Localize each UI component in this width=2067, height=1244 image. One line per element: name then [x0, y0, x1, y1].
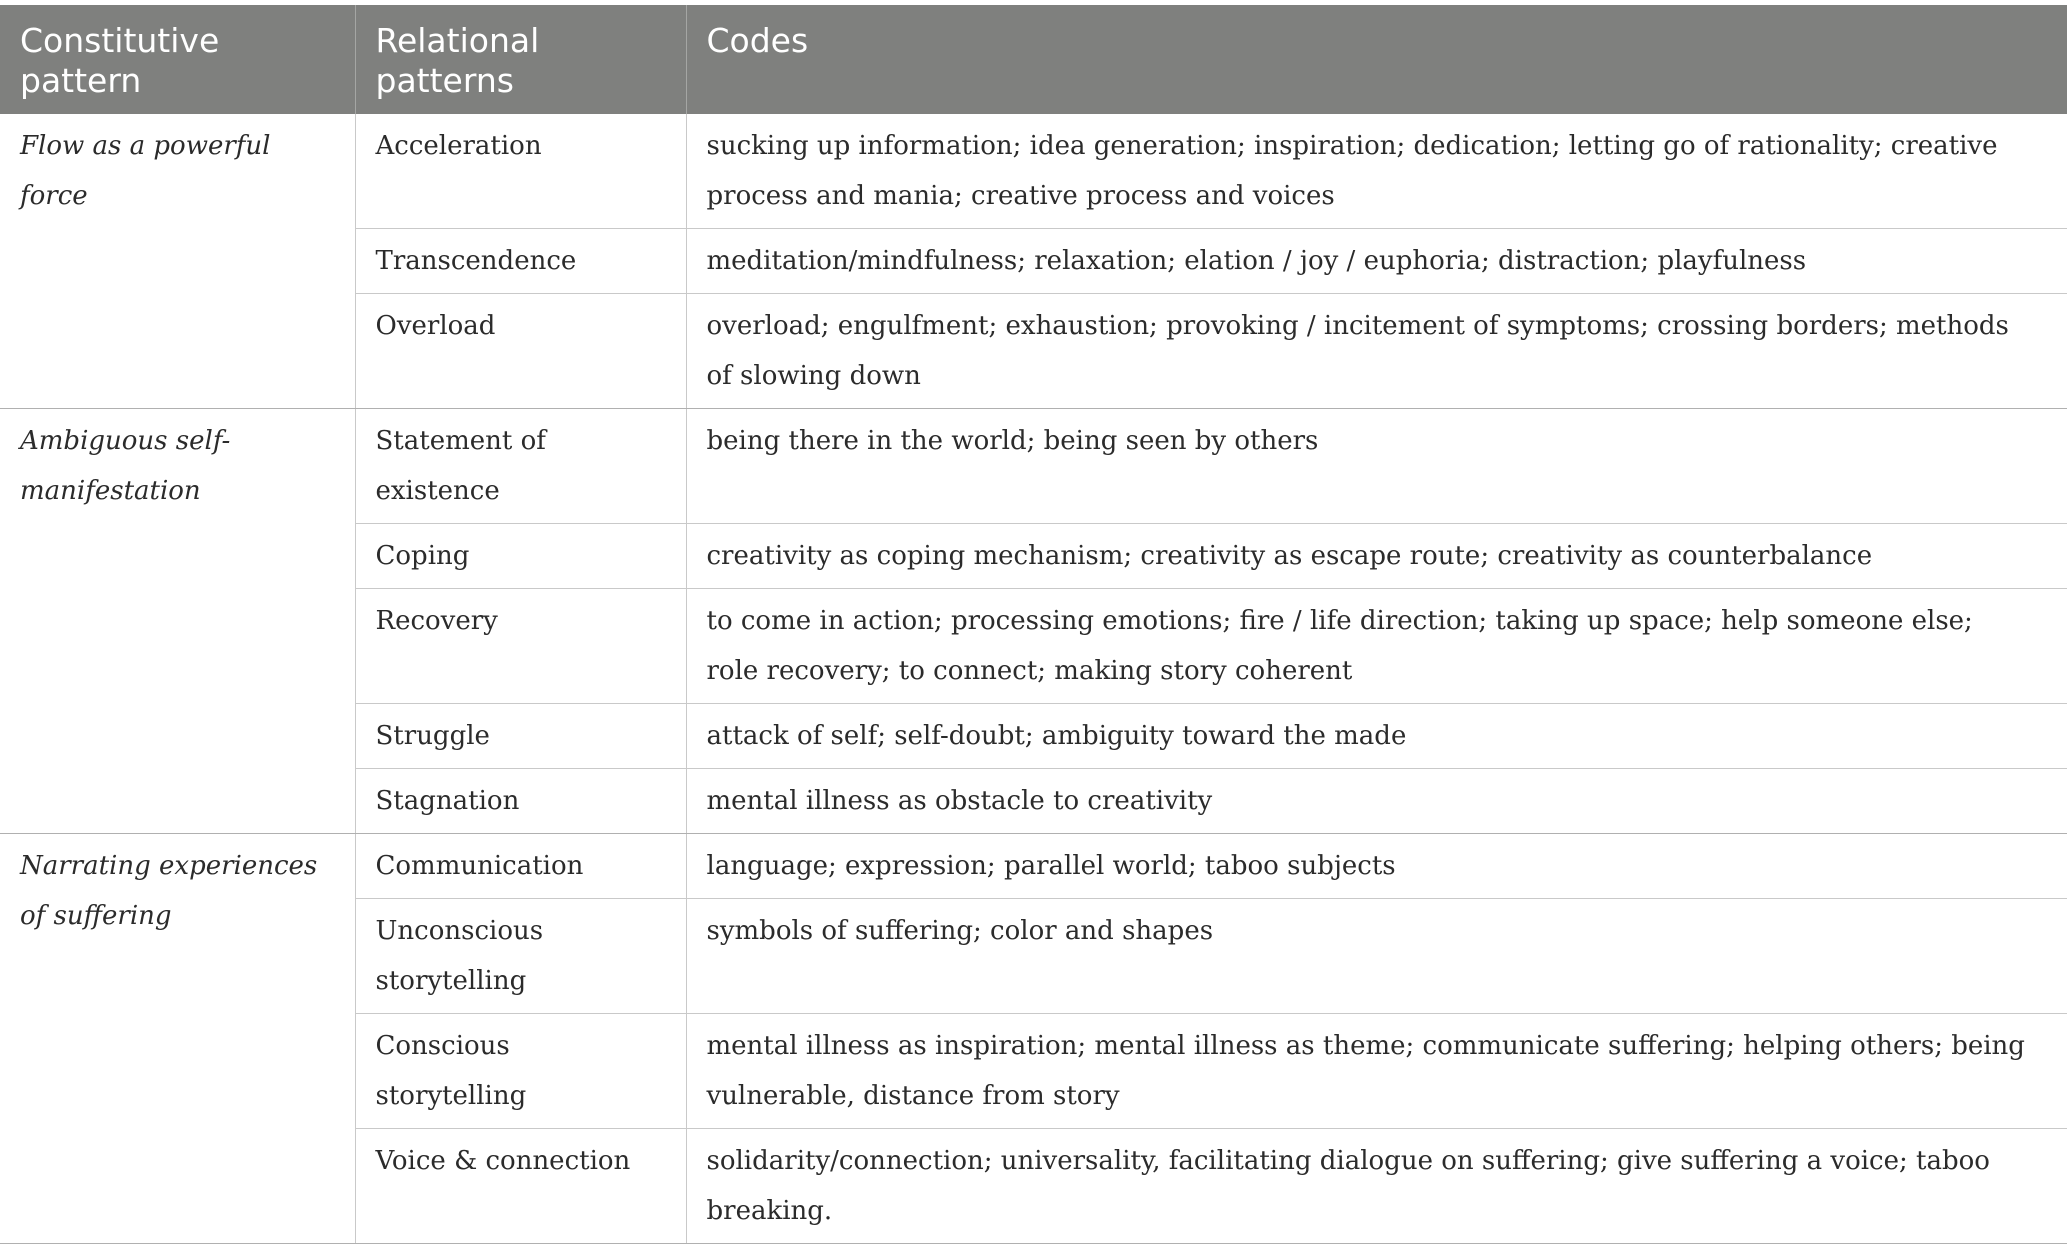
constitutive-pattern-cell: Flow as a powerful force: [0, 114, 355, 409]
table-row: [0, 834, 2067, 899]
header-relational-patterns: Relational patterns: [355, 5, 686, 114]
relational-pattern-cell: Conscious storytelling: [355, 1014, 686, 1129]
relational-pattern-cell: Coping: [355, 524, 686, 589]
table-row: [0, 409, 2067, 524]
patterns-table: [0, 5, 2067, 1244]
header-codes: Codes: [686, 5, 2067, 114]
relational-pattern-cell: Communication: [355, 834, 686, 899]
codes-cell: being there in the world; being seen by others: [686, 409, 2067, 524]
relational-pattern-cell: Voice & connection: [355, 1129, 686, 1244]
table-body: [0, 114, 2067, 1244]
table-header: [0, 5, 2067, 114]
constitutive-pattern-cell: Narrating experiences of suffering: [0, 834, 355, 1244]
relational-pattern-cell: Statement of existence: [355, 409, 686, 524]
codes-cell: creativity as coping mechanism; creativity as escape route; creativity as counterbalance: [686, 524, 2067, 589]
table-row: [0, 114, 2067, 229]
patterns-table-container: [0, 5, 2067, 1244]
codes-cell: solidarity/connection; universality, facilitating dialogue on suffering; give suffering a voice; taboo breaking.: [686, 1129, 2067, 1244]
relational-pattern-cell: Overload: [355, 294, 686, 409]
constitutive-pattern-cell: Ambiguous self-manifestation: [0, 409, 355, 834]
codes-cell: symbols of suffering; color and shapes: [686, 899, 2067, 1014]
header-row: [0, 5, 2067, 114]
codes-cell: attack of self; self-doubt; ambiguity toward the made: [686, 704, 2067, 769]
codes-cell: to come in action; processing emotions; fire / life direction; taking up space; help someone else; role recovery; to connect; making story coherent: [686, 589, 2067, 704]
codes-cell: mental illness as inspiration; mental illness as theme; communicate suffering; helping others; being vulnerable, distance from story: [686, 1014, 2067, 1129]
header-constitutive-pattern: Constitutive pattern: [20, 21, 220, 100]
relational-pattern-cell: Struggle: [355, 704, 686, 769]
codes-cell: sucking up information; idea generation; inspiration; dedication; letting go of rationality; creative process and mania; creative process and voices: [686, 114, 2067, 229]
relational-pattern-cell: Transcendence: [355, 229, 686, 294]
relational-pattern-cell: Stagnation: [355, 769, 686, 834]
codes-cell: mental illness as obstacle to creativity: [686, 769, 2067, 834]
relational-pattern-cell: Recovery: [355, 589, 686, 704]
codes-cell: language; expression; parallel world; taboo subjects: [686, 834, 2067, 899]
relational-pattern-cell: Unconscious storytelling: [355, 899, 686, 1014]
relational-pattern-cell: Acceleration: [355, 114, 686, 229]
codes-cell: meditation/mindfulness; relaxation; elation / joy / euphoria; distraction; playfulness: [686, 229, 2067, 294]
codes-cell: overload; engulfment; exhaustion; provoking / incitement of symptoms; crossing borders; methods of slowing down: [686, 294, 2067, 409]
